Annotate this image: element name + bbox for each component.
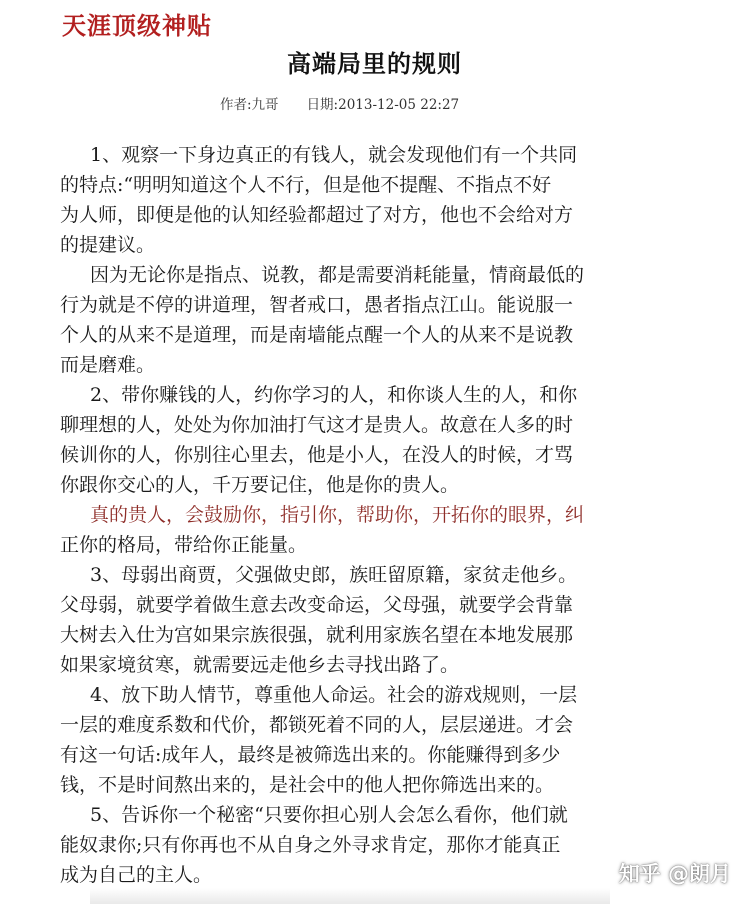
paragraph-line: 正你的格局，带给你正能量。 (60, 534, 308, 556)
paragraph-6 (60, 680, 700, 800)
zhihu-watermark: 知乎 @朗月 (618, 862, 731, 886)
paragraph-line: 而是磨难。 (60, 354, 156, 376)
paragraph-1 (60, 140, 700, 260)
paragraph-line: 5、告诉你一个秘密“只要你担心别人会怎么看你，他们就 (90, 804, 568, 826)
paragraph-line: 3、母弱出商贾，父强做史郎，族旺留原籍，家贫走他乡。 (90, 564, 578, 586)
paragraph-line: 有这一句话:成年人，最终是被筛选出来的。你能赚得到多少 (60, 744, 561, 766)
post-date: 日期:2013-12-05 22:27 (306, 97, 460, 113)
paragraph-3 (60, 380, 700, 500)
article-title: 高端局里的规则 (287, 49, 462, 78)
article-body (60, 140, 700, 890)
paragraph-2 (60, 260, 700, 380)
paragraph-line: 个人的从来不是道理，而是南墙能点醒一个人的从来不是说教 (60, 324, 574, 346)
paragraph-line: 钱，不是时间熬出来的，是社会中的他人把你筛选出来的。 (60, 774, 555, 796)
paragraph-line: 候训你的人，你别往心里去，他是小人，在没人的时候，才骂 (60, 444, 574, 466)
paragraph-line: 能奴隶你;只有你再也不从自身之外寻求肯定，那你才能真正 (60, 834, 561, 856)
paragraph-line: 为人师，即便是他的认知经验都超过了对方，他也不会给对方 (60, 204, 574, 226)
cropped-next-line (90, 888, 610, 904)
paragraph-line: 如果家境贫寒，就需要远走他乡去寻找出路了。 (60, 654, 460, 676)
paragraph-line: 父母弱，就要学着做生意去改变命运，父母强，就要学会背靠 (60, 594, 574, 616)
paragraph-line: 2、带你赚钱的人，约你学习的人，和你谈人生的人，和你 (90, 384, 578, 406)
paragraph-line: 的提建议。 (60, 234, 156, 256)
article-meta (220, 93, 459, 113)
paragraph-line: 的特点:“明明知道这个人不行，但是他不提醒、不指点不好 (60, 174, 552, 196)
paragraph-line: 因为无论你是指点、说教，都是需要消耗能量，情商最低的 (90, 264, 585, 286)
paragraph-line: 真的贵人，会鼓励你，指引你，帮助你，开拓你的眼界，纠 (90, 504, 585, 526)
brand-title: 天涯顶级神贴 (62, 11, 212, 40)
paragraph-line: 聊理想的人，处处为你加油打气这才是贵人。故意在人多的时 (60, 414, 574, 436)
paragraph-line: 你跟你交心的人，千万要记住，他是你的贵人。 (60, 474, 460, 496)
paragraph-4 (60, 500, 700, 560)
paragraph-line: 大树去入仕为宫如果宗族很强，就利用家族名望在本地发展那 (60, 624, 574, 646)
paragraph-line: 行为就是不停的讲道理，智者戒口，愚者指点江山。能说服一 (60, 294, 574, 316)
paragraph-line: 一层的难度系数和代价，都锁死着不同的人，层层递进。才会 (60, 714, 574, 736)
paragraph-line: 1、观察一下身边真正的有钱人，就会发现他们有一个共同 (90, 144, 578, 166)
paragraph-line: 成为自己的主人。 (60, 864, 213, 886)
paragraph-5 (60, 560, 700, 680)
paragraph-7 (60, 800, 700, 890)
paragraph-line: 4、放下助人情节，尊重他人命运。社会的游戏规则，一层 (90, 684, 578, 706)
author: 作者:九哥 (220, 97, 279, 113)
